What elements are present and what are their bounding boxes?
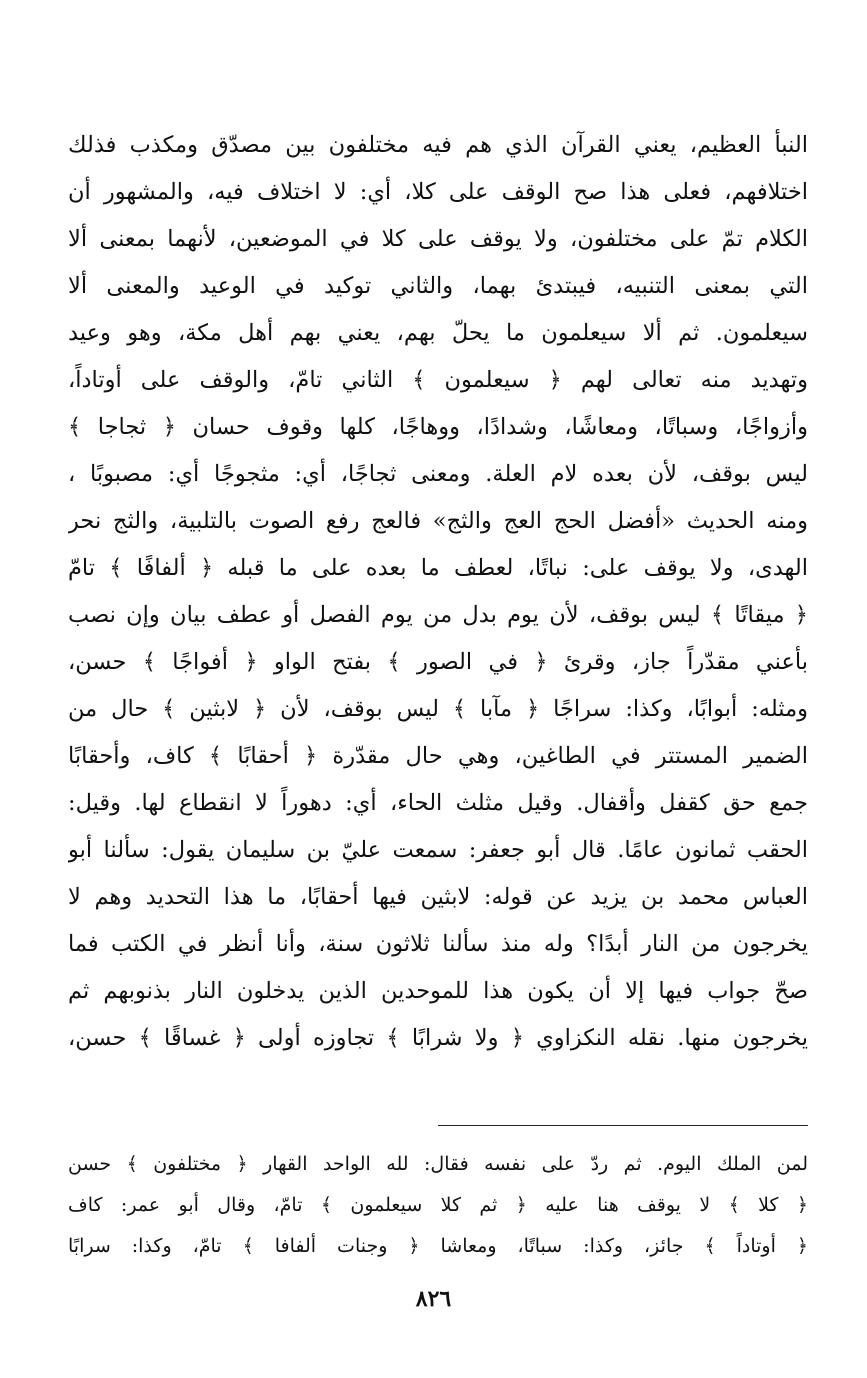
text-line: يخرجون منها. نقله النكزاوي ﴿ ولا شرابًا ﴾ تجاوزه أولى ﴿ غساقًا ﴾ حسن،	[68, 1025, 808, 1051]
text-line: اختلافهم، فعلى هذا صح الوقف على كلا، أي: لا اختلاف فيه، والمشهور أن	[68, 179, 808, 205]
text-line: الهدى، ولا يوقف على: نباتًا، لعطف ما بعده على ما قبله ﴿ ألفافًا ﴾ تامّ	[68, 555, 808, 581]
text-line: سيعلمون. ثم ألا سيعلمون ما يحلّ بهم، يعني بهم أهل مكة، وهو وعيد	[68, 320, 808, 346]
page-number: ٨٢٦	[415, 1286, 452, 1312]
text-line: ومثله: أبوابًا، وكذا: سراجًا ﴿ مآبا ﴾ ليس بوقف، لأن ﴿ لابثين ﴾ حال من	[68, 696, 808, 722]
text-line: ومنه الحديث «أفضل الحج العج والثج» فالعج رفع الصوت بالتلبية، والثج نحر	[68, 508, 808, 534]
text-line: صحّ جواب فيها إلا أن يكون هذا للموحدين الذين يدخلون النار بذنوبهم ثم	[68, 978, 808, 1004]
main-text	[68, 122, 808, 1062]
text-line: العباس محمد بن يزيد عن قوله: لابثين فيها أحقابًا، ما هذا التحديد وهم لا	[68, 884, 808, 910]
text-line: وتهديد منه تعالى لهم ﴿ سيعلمون ﴾ الثاني تامّ، والوقف على أوتاداً،	[68, 367, 808, 393]
footnote-divider	[438, 1125, 808, 1126]
text-line: الضمير المستتر في الطاغين، وهي حال مقدّرة ﴿ أحقابًا ﴾ كاف، وأحقابًا	[68, 743, 808, 769]
footnote-line: ﴿ كلا ﴾ لا يوقف هنا عليه ﴿ ثم كلا سيعلمون ﴾ تامّ، وقال أبو عمر: كاف	[68, 1194, 808, 1216]
footnotes	[68, 1144, 808, 1267]
text-line: بأعني مقدّراً جاز، وقرئ ﴿ في الصور ﴾ بفتح الواو ﴿ أفواجًا ﴾ حسن،	[68, 649, 808, 675]
footnote-line: ﴿ أوتاداً ﴾ جائز، وكذا: سباتًا، ومعاشا ﴿ وجنات ألفافا ﴾ تامّ، وكذا: سرابًا	[68, 1235, 808, 1257]
text-line: ليس بوقف، لأن بعده لام العلة. ومعنى ثجاجًا، أي: مثجوجًا أي: مصبوبًا ،	[68, 461, 808, 487]
text-line: الكلام تمّ على مختلفون، ولا يوقف على كلا في الموضعين، لأنهما بمعنى ألا	[68, 226, 808, 252]
footnote-line: لمن الملك اليوم. ثم ردّ على نفسه فقال: لله الواحد القهار ﴿ مختلفون ﴾ حسن	[68, 1153, 808, 1175]
text-line: ﴿ ميقاتًا ﴾ ليس بوقف، لأن يوم بدل من يوم الفصل أو عطف بيان وإن نصب	[68, 602, 808, 628]
text-line: النبأ العظيم، يعني القرآن الذي هم فيه مختلفون بين مصدّق ومكذب فذلك	[68, 132, 808, 158]
text-line: الحقب ثمانون عامًا. قال أبو جعفر: سمعت عليّ بن سليمان يقول: سألنا أبو	[68, 837, 808, 863]
text-line: وأزواجًا، وسباتًا، ومعاشًا، وشدادًا، ووهاجًا، كلها وقوف حسان ﴿ ثجاجا ﴾	[68, 414, 808, 440]
text-line: جمع حق كقفل وأقفال. وقيل مثلث الحاء، أي: دهوراً لا انقطاع لها. وقيل:	[68, 790, 808, 816]
text-line: يخرجون من النار أبدًا؟ وله منذ سألنا ثلاثون سنة، وأنا أنظر في الكتب فما	[68, 931, 808, 957]
text-line: التي بمعنى التنبيه، فيبتدئ بهما، والثاني توكيد في الوعيد والمعنى ألا	[68, 273, 808, 299]
